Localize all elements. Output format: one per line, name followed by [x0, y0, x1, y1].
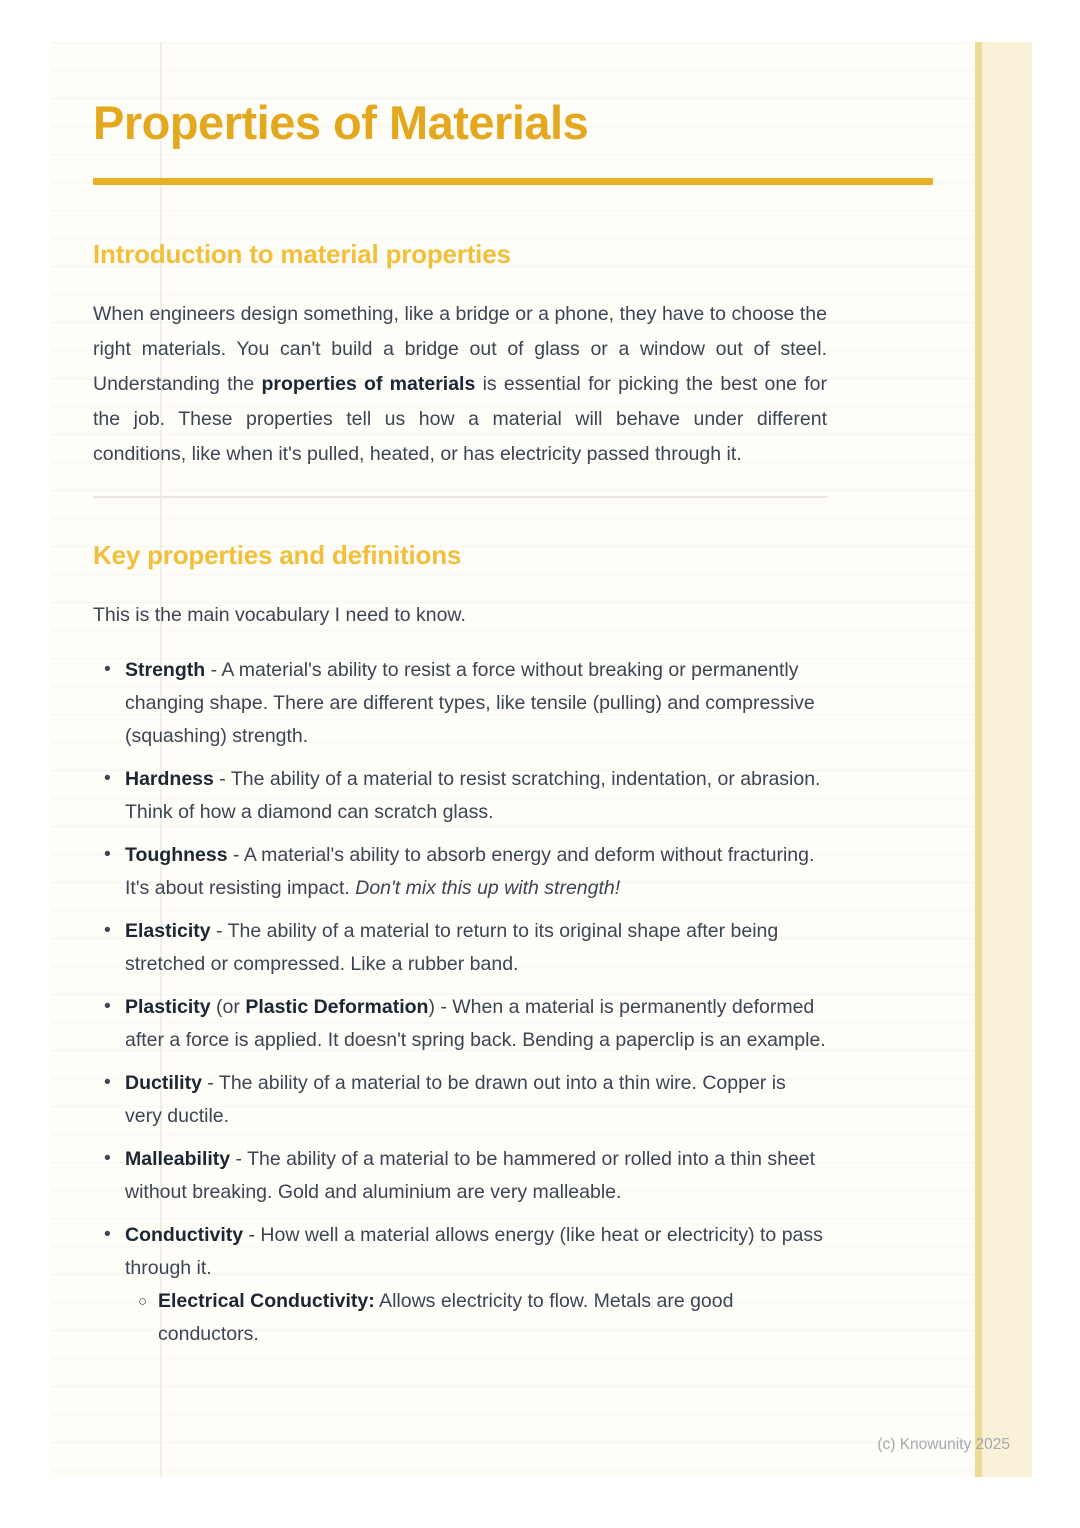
text-run: - A material's ability to resist a force without breaking or permanently changing shape. There are different types, like tensile (pulling) and compressive (squashing) strength.: [125, 659, 815, 747]
text-run: When engineers design something, like a bridge or a phone, they have to choose the right materials. You can't build a bridge out of glass or a window out of steel. Understanding the: [93, 303, 827, 395]
bold-term: Malleability: [125, 1148, 231, 1170]
disc-bullet-icon: •: [104, 1223, 111, 1245]
disc-bullet-icon: •: [104, 919, 111, 941]
bold-term: Ductility: [125, 1072, 202, 1094]
text-run: - The ability of a material to resist scratching, indentation, or abrasion. Think of how a diamond can scratch glass.: [125, 768, 821, 823]
section-divider: [93, 496, 828, 498]
key-properties-heading: Key properties and definitions: [93, 540, 462, 570]
list-item: [93, 1143, 827, 1209]
disc-bullet-icon: •: [104, 843, 111, 865]
right-margin-strip: [975, 42, 1032, 1477]
text-run: ) - When a material is permanently deformed after a force is applied. It doesn't spring back. Bending a paperclip is an example.: [125, 996, 826, 1051]
list-item: [93, 839, 827, 905]
list-item-text: [125, 996, 826, 1051]
list-item: [93, 763, 827, 829]
text-run: - A material's ability to absorb energy and deform without fracturing. It's about resisting impact.: [125, 844, 815, 899]
bold-term: Plastic Deformation: [245, 996, 429, 1018]
bold-term: Electrical Conductivity:: [158, 1290, 375, 1312]
italic-note: Don't mix this up with strength!: [355, 877, 621, 899]
bold-term: properties of materials: [261, 373, 476, 395]
list-item-text: [158, 1290, 733, 1345]
note-content: [93, 42, 827, 1351]
text-run: Allows electricity to flow. Metals are good conductors.: [158, 1290, 734, 1345]
text-run: (or: [210, 996, 246, 1018]
disc-bullet-icon: •: [104, 1147, 111, 1169]
copyright-note: (c) Knowunity 2025: [877, 1436, 1010, 1453]
text-run: - The ability of a material to be hammered or rolled into a thin sheet without breaking. Gold and aluminium are very malleable.: [125, 1148, 816, 1203]
bold-term: Toughness: [125, 844, 228, 866]
section-key-properties: [93, 539, 827, 1351]
list-item-text: [125, 768, 820, 823]
text-run: - How well a material allows energy (like heat or electricity) to pass through it.: [125, 1224, 823, 1279]
section-introduction: [93, 238, 827, 472]
vocabulary-intro: This is the main vocabulary I need to know.: [93, 604, 466, 626]
list-item-text: [125, 920, 778, 975]
bold-term: Elasticity: [125, 920, 211, 942]
circle-bullet-icon: ○: [138, 1293, 148, 1310]
properties-list: [93, 654, 827, 1351]
text-run: - The ability of a material to return to its original shape after being stretched or compressed. Like a rubber band.: [125, 920, 779, 975]
list-item: [93, 915, 827, 981]
list-item: [93, 991, 827, 1057]
list-item-text: [125, 1148, 815, 1203]
disc-bullet-icon: •: [104, 1071, 111, 1093]
list-item: [93, 1067, 827, 1133]
list-item: [93, 654, 827, 753]
notebook-paper: [50, 42, 1032, 1477]
bold-term: Hardness: [125, 768, 214, 790]
title-underline: [93, 178, 933, 185]
text-run: - The ability of a material to be drawn out into a thin wire. Copper is very ductile.: [125, 1072, 786, 1127]
list-item-text: [125, 1072, 786, 1127]
disc-bullet-icon: •: [104, 658, 111, 680]
list-item-text: [125, 659, 815, 747]
bold-term: Conductivity: [125, 1224, 244, 1246]
list-item-text: [125, 1224, 823, 1279]
text-run: is essential for picking the best one for the job. These properties tell us how a material will behave under different conditions, like when it's pulled, heated, or has electricity passed through it.: [93, 373, 828, 465]
sub-list-item: [93, 1285, 827, 1351]
introduction-paragraph: [93, 297, 827, 472]
page-title: Properties of Materials: [93, 96, 589, 149]
list-item-text: [125, 844, 814, 899]
introduction-heading: Introduction to material properties: [93, 239, 511, 269]
bold-term: Plasticity: [125, 996, 211, 1018]
disc-bullet-icon: •: [104, 767, 111, 789]
disc-bullet-icon: •: [104, 995, 111, 1017]
bold-term: Strength: [125, 659, 206, 681]
list-item: [93, 1219, 827, 1285]
